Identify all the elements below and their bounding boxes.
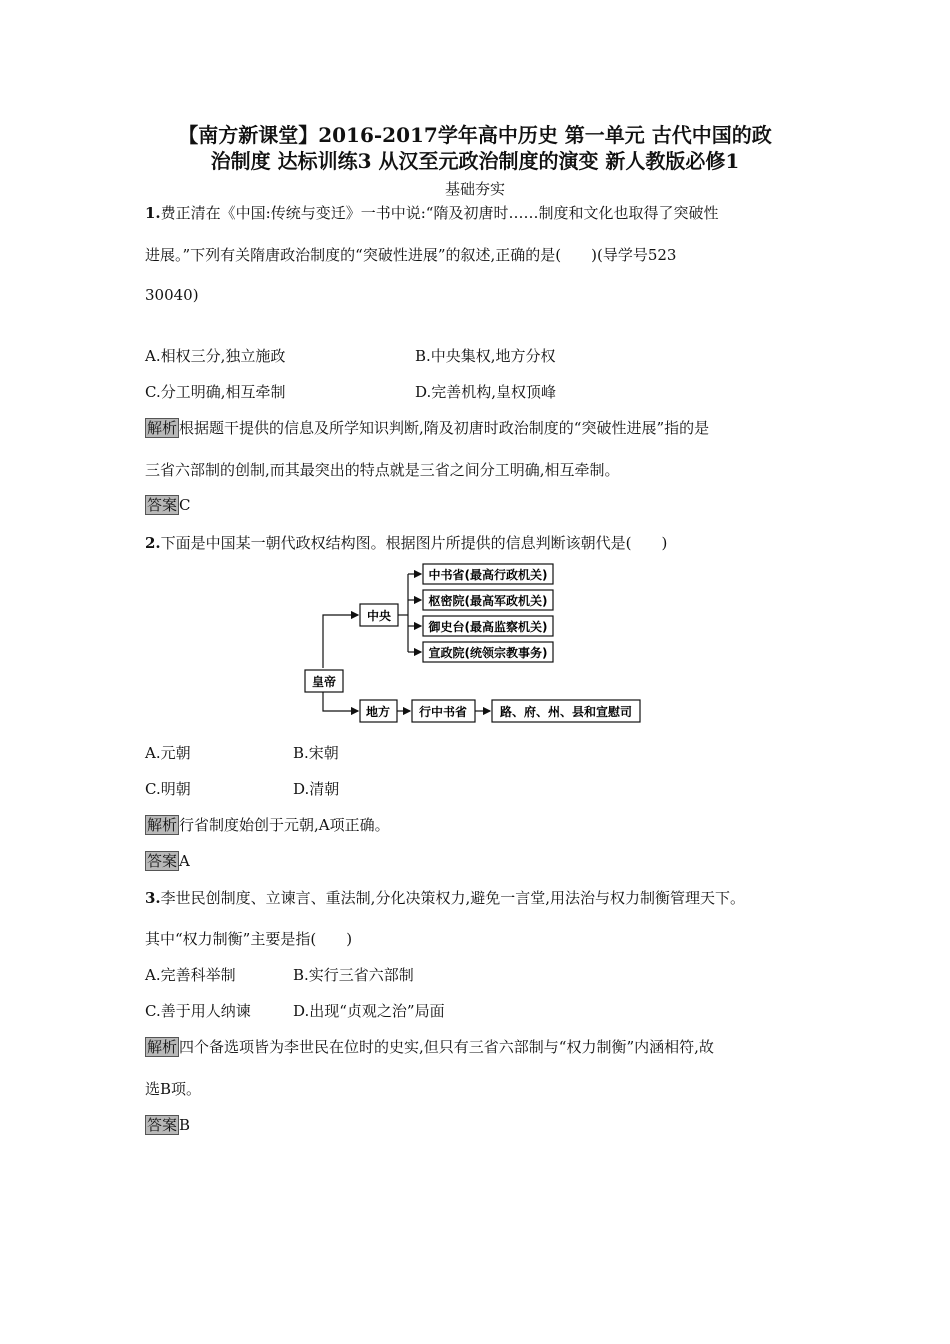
q2-analysis-text-1: 行省制度始创于元朝,A项正确。 bbox=[179, 816, 390, 834]
q1-analysis-line-1 bbox=[145, 417, 709, 438]
q2-option-b[interactable]: B.宋朝 bbox=[293, 744, 339, 762]
q2-answer-value: A bbox=[179, 852, 190, 870]
q3-answer-line bbox=[145, 1114, 190, 1135]
q1-stem-line-2: 进展。”下列有关隋唐政治制度的“突破性进展”的叙述,正确的是( )(导学号523 bbox=[145, 246, 677, 264]
title-line-2: 治制度 达标训练3 从汉至元政治制度的演变 新人教版必修1 bbox=[210, 149, 740, 173]
q3-option-c[interactable]: C.善于用人纳谏 bbox=[145, 1002, 251, 1020]
diagram-central-organ-4: 宣政院(统领宗教事务) bbox=[428, 646, 548, 660]
q1-option-a[interactable]: A.相权三分,独立施政 bbox=[145, 347, 286, 365]
q3-answer-value: B bbox=[179, 1116, 191, 1134]
q1-analysis-label: 解析 bbox=[147, 419, 178, 437]
q3-option-d[interactable]: D.出现“贞观之治”局面 bbox=[293, 1002, 445, 1020]
q3-analysis-label: 解析 bbox=[147, 1038, 178, 1056]
section-subtitle: 基础夯实 bbox=[444, 180, 505, 198]
q3-analysis-line-2: 选B项。 bbox=[145, 1080, 202, 1098]
q1-option-c[interactable]: C.分工明确,相互牵制 bbox=[145, 383, 286, 401]
q1-answer-label: 答案 bbox=[147, 496, 178, 514]
q2-option-d[interactable]: D.清朝 bbox=[293, 780, 340, 798]
q2-option-a[interactable]: A.元朝 bbox=[145, 744, 191, 762]
q2-number: 2. bbox=[145, 534, 161, 552]
q1-option-d[interactable]: D.完善机构,皇权顶峰 bbox=[415, 383, 557, 401]
q1-number: 1. bbox=[145, 204, 161, 222]
q1-text-1: 费正清在《中国:传统与变迁》一书中说:“隋及初唐时……制度和文化也取得了突破性 bbox=[160, 204, 719, 222]
diagram-province: 行中书省 bbox=[418, 705, 468, 719]
q2-text-1: 下面是中国某一朝代政权结构图。根据图片所提供的信息判断该朝代是( ) bbox=[160, 534, 668, 552]
q1-answer-value: C bbox=[179, 496, 191, 514]
diagram-central-organ-1: 中书省(最高行政机关) bbox=[428, 568, 548, 582]
diagram-local: 地方 bbox=[365, 705, 391, 719]
q2-option-c[interactable]: C.明朝 bbox=[145, 780, 191, 798]
diagram-emperor: 皇帝 bbox=[311, 675, 337, 689]
q3-text-1: 李世民创制度、立谏言、重法制,分化决策权力,避免一言堂,用法治与权力制衡管理天下。 bbox=[160, 889, 745, 907]
q3-stem-line-1 bbox=[145, 887, 745, 908]
q3-analysis-text-1: 四个备选项皆为李世民在位时的史实,但只有三省六部制与“权力制衡”内涵相符,故 bbox=[179, 1038, 714, 1056]
diagram-central: 中央 bbox=[366, 609, 392, 623]
q3-option-a[interactable]: A.完善科举制 bbox=[145, 966, 236, 984]
q1-answer-line bbox=[145, 494, 191, 515]
government-structure-diagram bbox=[300, 560, 650, 725]
q1-analysis-line-2: 三省六部制的创制,而其最突出的特点就是三省之间分工明确,相互牵制。 bbox=[145, 461, 620, 479]
q2-analysis-line-1 bbox=[145, 814, 390, 835]
diagram-central-organ-3: 御史台(最高监察机关) bbox=[428, 620, 548, 634]
q2-answer-line bbox=[145, 850, 190, 871]
q1-option-b[interactable]: B.中央集权,地方分权 bbox=[415, 347, 556, 365]
q1-analysis-text-1: 根据题干提供的信息及所学知识判断,隋及初唐时政治制度的“突破性进展”指的是 bbox=[179, 419, 710, 437]
q3-option-b[interactable]: B.实行三省六部制 bbox=[293, 966, 414, 984]
diagram-central-organ-2: 枢密院(最高军政机关) bbox=[428, 594, 548, 608]
q3-stem-line-2: 其中“权力制衡”主要是指( ) bbox=[145, 930, 353, 948]
q2-answer-label: 答案 bbox=[147, 852, 178, 870]
q1-stem-line-3: 30040) bbox=[145, 286, 199, 304]
q3-analysis-line-1 bbox=[145, 1036, 714, 1057]
title-line-1: 【南方新课堂】2016-2017学年高中历史 第一单元 古代中国的政 bbox=[178, 123, 772, 147]
q2-analysis-label: 解析 bbox=[147, 816, 178, 834]
q2-stem-line-1 bbox=[145, 532, 667, 553]
diagram-lower-units: 路、府、州、县和宣慰司 bbox=[499, 705, 633, 719]
q3-answer-label: 答案 bbox=[147, 1116, 178, 1134]
q1-stem-line-1 bbox=[145, 202, 718, 223]
document-title bbox=[150, 122, 800, 174]
q3-number: 3. bbox=[145, 889, 161, 907]
